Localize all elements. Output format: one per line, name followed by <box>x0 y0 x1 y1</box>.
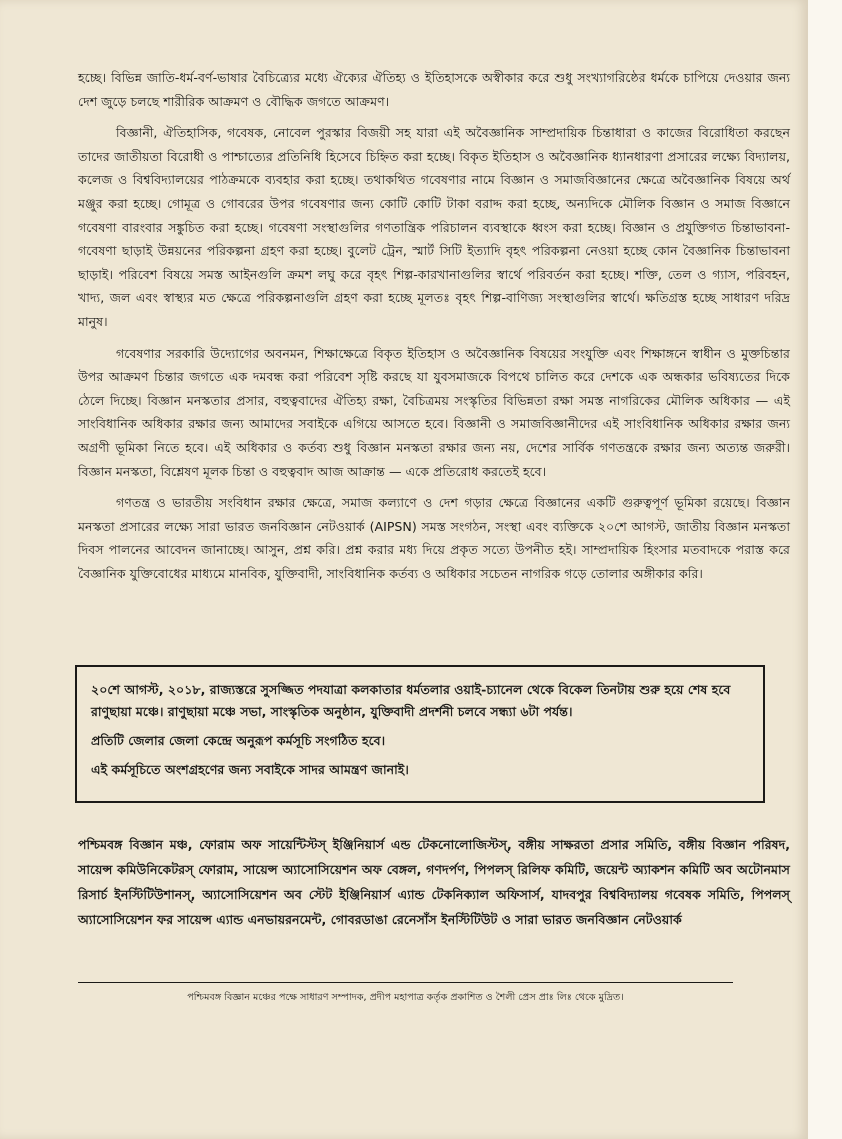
event-notice-box <box>75 665 765 803</box>
notice-event-details: ২০শে আগস্ট, ২০১৮, রাজ্যস্তরে সুসজ্জিত পদযাত্রা কলকাতার ধর্মতলার ওয়াই-চ্যানেল থেকে বিকেল তিনটায় শুরু হয়ে শেষ হবে রাণুছায়া মঞ্চে। রাণুছায়া মঞ্চে সভা, সাংস্কৃতিক অনুষ্ঠান, যুক্তিবাদী প্রদর্শনী চলবে সন্ধ্যা ৬টা পর্যন্ত। <box>91 682 731 719</box>
paragraph-3: গবেষণার সরকারি উদ্যোগের অবনমন, শিক্ষাক্ষেত্রে বিকৃত ইতিহাস ও অবৈজ্ঞানিক বিষয়ের সংযুক্তি এবং শিক্ষাঙ্গনে স্বাধীন ও মুক্তচিন্তার উপর আক্রমণ চিন্তার জগতে এক দমবন্ধ করা পরিবেশ সৃষ্টি করছে যা যুবসমাজকে বিপথে চালিত করে দেশকে এক অন্ধকার ভবিষ্যতের দিকে ঠেলে দিচ্ছে। বিজ্ঞান মনস্কতার প্রসার, বহুত্ববাদের ঐতিহ্য রক্ষা, বৈচিত্রময় সংস্কৃতির বিভিন্নতা রক্ষা সমস্ত নাগরিকের মৌলিক অধিকার — এই সাংবিধানিক অধিকার রক্ষার জন্য আমাদের সবাইকে এগিয়ে আসতে হবে। বিজ্ঞানী ও সমাজবিজ্ঞানীদের এই সাংবিধানিক অধিকার রক্ষার জন্য অগ্রণী ভূমিকা নিতে হবে। এই অধিকার ও কর্তব্য শুধু বিজ্ঞান মনস্কতা রক্ষার জন্য নয়, দেশের সার্বিক গণতন্ত্রকে রক্ষার জন্য অত্যন্ত জরুরী। বিজ্ঞান মনস্কতা, বিশ্লেষণ মূলক চিন্তা ও বহুত্ববাদ আজ আক্রান্ত — একে প্রতিরোধ করতেই হবে। <box>78 345 790 479</box>
paragraph-1: হচ্ছে। বিভিন্ন জাতি-ধর্ম-বর্ণ-ভাষার বৈচিত্র্যের মধ্যে ঐক্যের ঐতিহ্য ও ইতিহাসকে অস্বীকার করে শুধু সংখ্যাগরিষ্ঠের ধর্মকে চাপিয়ে দেওয়ার জন্য দেশ জুড়ে চলছে শারীরিক আক্রমণ ও বৌদ্ধিক জগতে আক্রমণ। <box>78 70 790 109</box>
notice-district-programs: প্রতিটি জেলার জেলা কেন্দ্রে অনুরূপ কর্মসূচি সংগঠিত হবে। <box>91 733 386 748</box>
body-text <box>78 66 790 593</box>
publisher-footer: পশ্চিমবঙ্গ বিজ্ঞান মঞ্চের পক্ষে সাধারণ সম্পাদক, প্রদীপ মহাপাত্র কর্তৃক প্রকাশিত ও শৈলী প্রেস প্রাঃ লিঃ থেকে মুদ্রিত। <box>187 992 624 1003</box>
footer-divider <box>78 982 733 983</box>
paragraph-4: গণতন্ত্র ও ভারতীয় সংবিধান রক্ষার ক্ষেত্রে, সমাজ কল্যাণে ও দেশ গড়ার ক্ষেত্রে বিজ্ঞানের একটি গুরুত্বপূর্ণ ভূমিকা রয়েছে। বিজ্ঞান মনস্কতা প্রসারের লক্ষ্যে সারা ভারত জনবিজ্ঞান নেটওয়ার্ক (AIPSN) সমস্ত সংগঠন, সংস্থা এবং ব্যক্তিকে ২০শে আগস্ট, জাতীয় বিজ্ঞান মনস্কতা দিবস পালনের আবেদন জানাচ্ছে। আসুন, প্রশ্ন করি। প্রশ্ন করার মধ্য দিয়ে প্রকৃত সত্যে উপনীত হই। সাম্প্রদায়িক হিংসার মতবাদকে পরাস্ত করে বৈজ্ঞানিক যুক্তিবোধের মাধ্যমে মানবিক, যুক্তিবাদী, সাংবিধানিক কর্তব্য ও অধিকার সচেতন নাগরিক গড়ে তোলার অঙ্গীকার করি। <box>78 495 790 581</box>
paragraph-2: বিজ্ঞানী, ঐতিহাসিক, গবেষক, নোবেল পুরস্কার বিজয়ী সহ যারা এই অবৈজ্ঞানিক সাম্প্রদায়িক চিন্তাধারা ও কাজের বিরোধিতা করছেন তাদের জাতীয়তা বিরোধী ও পাশ্চাত্যের প্রতিনিধি হিসেবে চিহ্নিত করা হচ্ছে। বিকৃত ইতিহাস ও অবৈজ্ঞানিক ধ্যানধারণা প্রসারের লক্ষ্যে বিদ্যালয়, কলেজ ও বিশ্ববিদ্যালয়ের পাঠক্রমকে ব্যবহার করা হচ্ছে। তথাকথিত গবেষণার নামে বিজ্ঞান ও সমাজবিজ্ঞানের ক্ষেত্রে অবৈজ্ঞানিক বিষয়ে অর্থ মঞ্জুর করা হচ্ছে। গোমূত্র ও গোবরের উপর গবেষণার জন্য কোটি কোটি টাকা বরাদ্দ করা হচ্ছে, অন্যদিকে মৌলিক বিজ্ঞান ও সমাজ বিজ্ঞানে গবেষণা বারংবার সঙ্কুচিত করা হচ্ছে। গবেষণা সংস্থাগুলির গণতান্ত্রিক পরিচালন ব্যবস্থাকে ধ্বংস করা হচ্ছে। বিজ্ঞান ও প্রযুক্তিগত চিন্তাভাবনা-গবেষণা ছাড়াই উন্নয়নের পরিকল্পনা গ্রহণ করা হচ্ছে। বুলেট ট্রেন, স্মার্ট সিটি ইত্যাদি বৃহৎ পরিকল্পনা নেওয়া হচ্ছে কোন বৈজ্ঞানিক চিন্তাভাবনা ছাড়াই। পরিবেশ বিষয়ে সমস্ত আইনগুলি ক্রমশ লঘু করে বৃহৎ শিল্প-কারখানাগুলির স্বার্থে পরিবর্তন করা হচ্ছে। শক্তি, তেল ও গ্যাস, পরিবহন, খাদ্য, জল এবং স্বাস্থ্যর মত ক্ষেত্রে পরিকল্পনাগুলি গ্রহণ করা হচ্ছে মূলতঃ বৃহৎ শিল্প-বাণিজ্য সংস্থাগুলির স্বার্থে। ক্ষতিগ্রস্ত হচ্ছে সাধারণ দরিদ্র মানুষ। <box>78 125 790 329</box>
organizations-list: পশ্চিমবঙ্গ বিজ্ঞান মঞ্চ, ফোরাম অফ সায়েন্টিস্টস্ ইঞ্জিনিয়ার্স এন্ড টেকনোলোজিস্টস্, বঙ্গীয় সাক্ষরতা প্রসার সমিতি, বঙ্গীয় বিজ্ঞান পরিষদ, সায়েন্স কমিউনিকেটরস্ ফোরাম, সায়েন্স অ্যাসোসিয়েশন অফ বেঙ্গল, গণদর্পণ, পিপলস্ রিলিফ কমিটি, জয়েন্ট অ্যাকশন কমিটি অব অটোনমাস রিসার্চ ইনস্টিটিউশানস্, অ্যাসোসিয়েশন অব স্টেট ইঞ্জিনিয়ার্স এ্যান্ড টেকনিক্যাল অফিসার্স, যাদবপুর বিশ্ববিদ্যালয় গবেষক সমিতি, পিপলস্ অ্যাসোসিয়েশন ফর সায়েন্স এ্যান্ড এনভায়রনমেন্ট, গোবরডাঙা রেনেসাঁস ইনস্টিটিউট ও সারা ভারত জনবিজ্ঞান নেটওয়ার্ক <box>78 837 790 927</box>
notice-invitation: এই কর্মসূচিতে অংশগ্রহণের জন্য সবাইকে সাদর আমন্ত্রণ জানাই। <box>91 762 409 777</box>
page-edge <box>808 0 842 1139</box>
